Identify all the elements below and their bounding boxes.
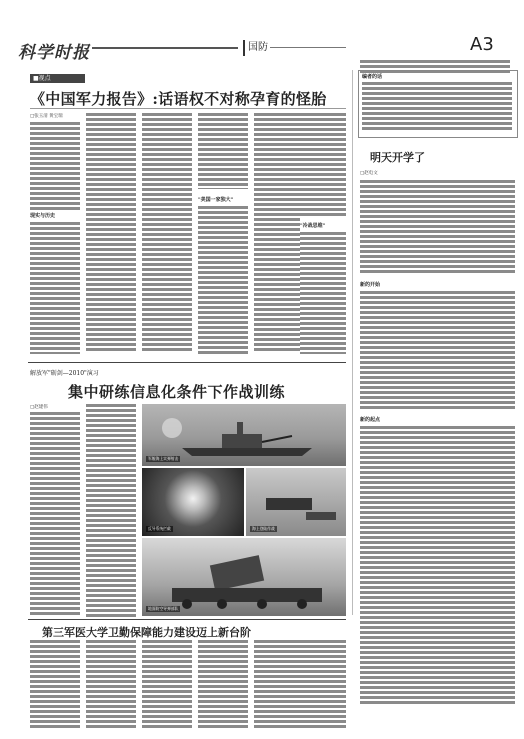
photo-caption: 地面防空导弹部队 [148, 606, 179, 611]
article-column [30, 412, 80, 617]
article-tag: 解放军"砺剑—2010"演习 [30, 370, 99, 377]
warship-photo [142, 404, 346, 466]
article-column [254, 640, 300, 730]
article-subhead: "冷战思维" [300, 223, 326, 229]
sidebar-headline: 明天开学了 [370, 151, 425, 164]
photo-caption: 军舰海上实弹射击 [148, 456, 179, 461]
section-rule [28, 362, 346, 363]
article-subhead: "美国一家独大" [198, 197, 234, 203]
section-label: 国防 [243, 40, 272, 56]
article-headline: 第三军医大学卫勤保障能力建设迈上新台阶 [42, 626, 251, 639]
landing-craft-photo [246, 468, 346, 536]
sidebar-subhead: 新的开始 [360, 282, 381, 288]
sidebar-byline: □赵电文 [360, 171, 378, 176]
article-headline: 《中国军力报告》:话语权不对称孕育的怪胎 [30, 90, 327, 108]
article-byline: □张玉清 黄宝瑞 [30, 114, 63, 119]
launcher-illustration [142, 538, 346, 616]
article-column [142, 640, 192, 730]
masthead-rule-right [270, 47, 346, 48]
headline-rule [30, 108, 346, 109]
sidebar-column [360, 180, 515, 273]
masthead-rule [92, 47, 238, 49]
article-column [198, 640, 248, 730]
page-number: A3 [470, 34, 494, 55]
newspaper-logo: 科学时报 [18, 43, 90, 63]
article-column [30, 222, 80, 354]
article-column [300, 232, 346, 354]
article-tag: ■视点 [30, 74, 85, 83]
editor-note-tag: 编者的话 [362, 74, 383, 80]
article-column [198, 113, 248, 189]
article-column [30, 640, 80, 730]
section-rule [28, 619, 346, 620]
article-headline: 集中研练信息化条件下作战训练 [68, 383, 286, 401]
article-column [86, 113, 136, 353]
article-column [300, 113, 346, 217]
article-column [142, 113, 192, 353]
photo-caption: 海上登陆作战 [252, 526, 275, 531]
article-column [300, 640, 346, 730]
article-column [86, 404, 136, 617]
article-column [198, 206, 248, 354]
column-divider [352, 70, 353, 615]
article-byline: □赵建伟 [30, 405, 48, 410]
editor-note-text [362, 82, 512, 132]
sidebar-column [360, 426, 515, 706]
article-column [254, 113, 300, 353]
article-subhead: 现实与历史 [30, 213, 56, 219]
missile-launcher-photo [142, 538, 346, 616]
sidebar-subhead: 新的起点 [360, 417, 381, 423]
missile-interception-photo [142, 468, 244, 536]
photo-caption: 反导系统拦截 [148, 526, 171, 531]
sidebar-column [360, 291, 515, 409]
article-column [86, 640, 136, 730]
article-column [30, 122, 80, 210]
